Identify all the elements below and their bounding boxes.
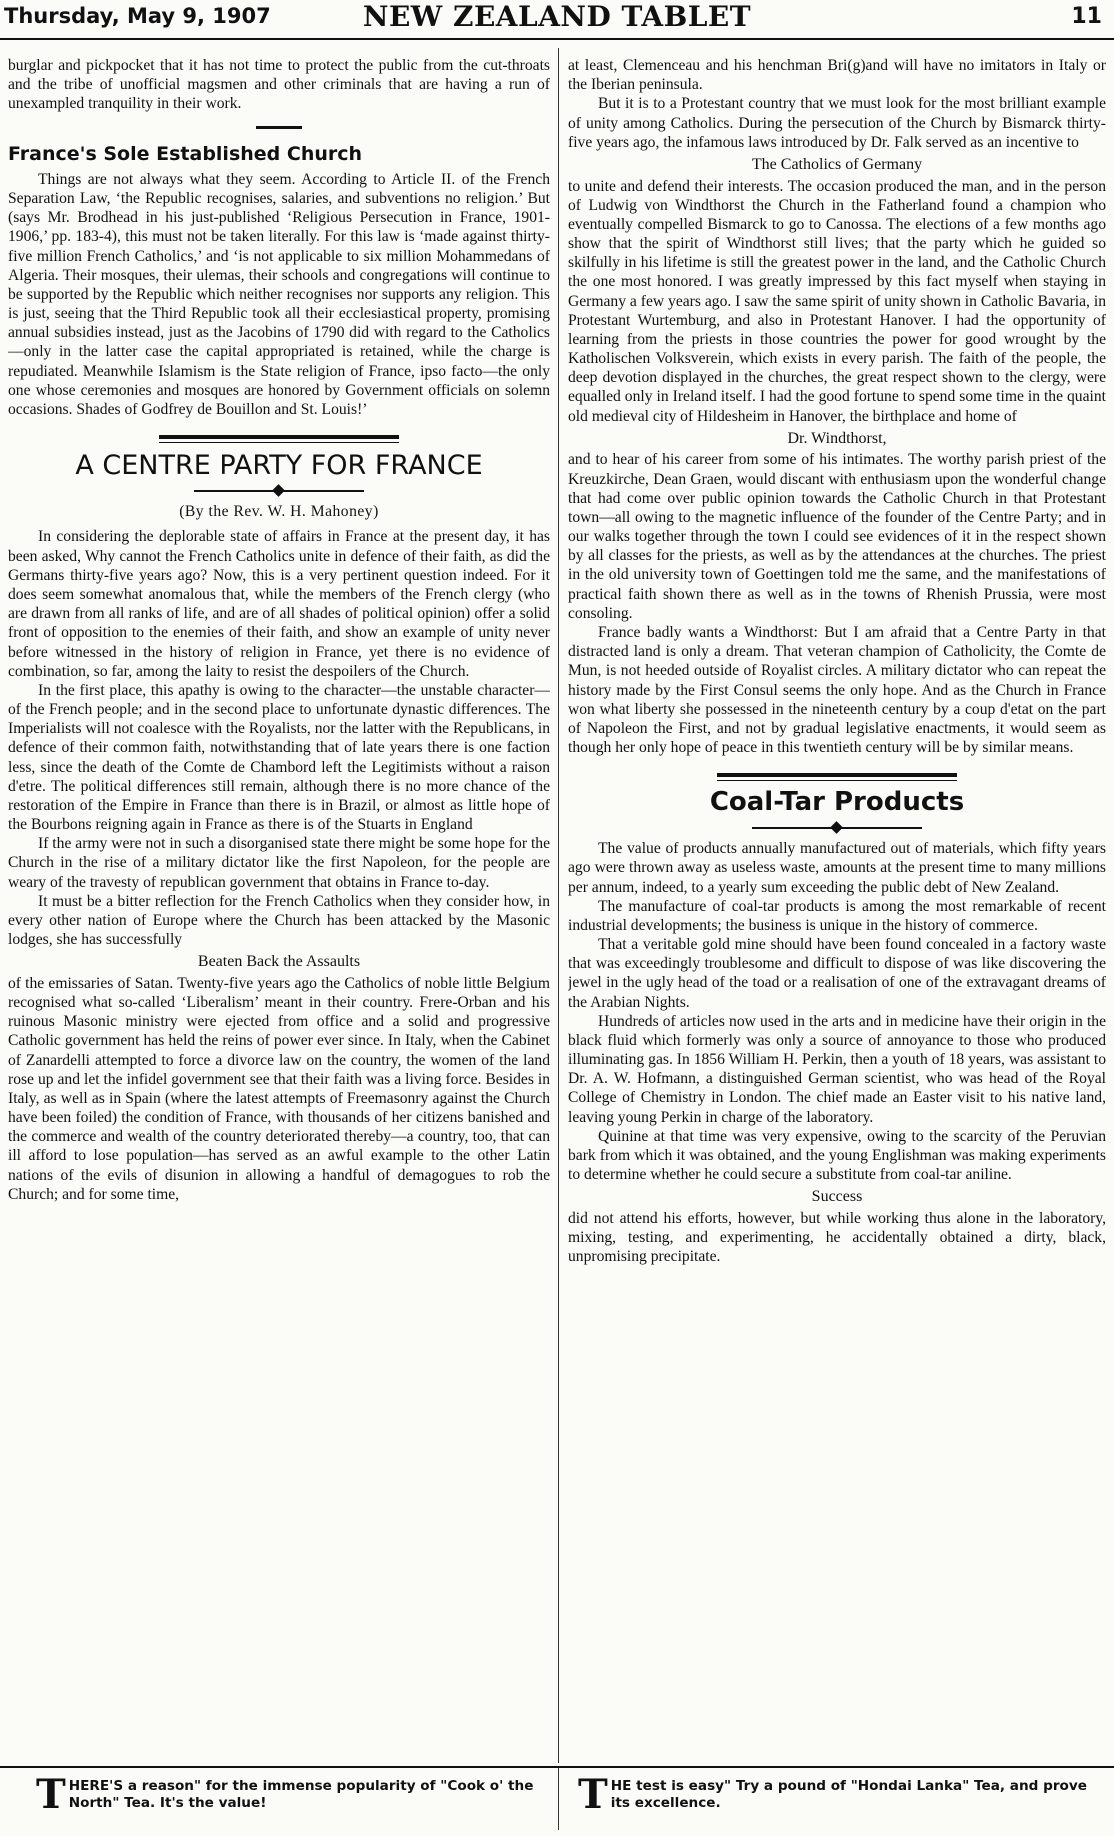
article-byline: (By the Rev. W. H. Mahoney) [179, 503, 379, 521]
hondai-lanka-advert [572, 1771, 1092, 1818]
ad-dropcap: T [578, 1771, 608, 1818]
centre-paragraph-4: It must be a bitter reflection for the French Catholics when they consider how, in every other nation of Europe where the Church has been attacked by the Masonic lodges, she has successfully [8, 892, 550, 949]
double-rule [717, 773, 957, 781]
double-rule [159, 435, 399, 443]
france-church-paragraph: Things are not always what they seem. According to Article II. of the French Separation Law, ‘the Republic recognises, salaries, and subventions no religion.’ But (says Mr. Brodhead in his just-published ‘Religious Persecution in France, 1901-1906,’ pp. 183-4), this must not be taken literally. For this law is ‘made against thirty-five million French Catholics,’ and ‘is not applicable to six million Mohammedans of Algeria. Their mosques, their ulemas, their schools and congregations will continue to be supported by the Republic which neither recognises nor supports any religion. This is just, seeing that the Third Republic took all their ecclesiastical property, promising annual subsidies instead, just as the Jacobins of 1790 did with regard to the Catholics—only in the latter case the capital appropriated is retained, while the charge is repudiated. Meanwhile Islamism is the State religion of France, ipso facto—the only one whose ceremonies and mosques are honored by Government officials on solemn occasions. Shades of Godfrey de Bouillon and St. Louis!’ [8, 170, 550, 418]
success-subhead: Success [811, 1188, 863, 1206]
section-rule [256, 126, 302, 129]
masthead [0, 0, 1114, 40]
france-church-heading: France's Sole Established Church [8, 142, 363, 165]
right-column [568, 56, 1106, 1756]
left-column [8, 56, 550, 1756]
beaten-back-paragraph: of the emissaries of Satan. Twenty-five years ago the Catholics of noble little Belgium recognised what so-called ‘Liberalism’ meant in their country. Frere-Orban and his ruinous Masonic ministry were ejected from office and a solid and progressive Catholic government has held the reins of power ever since. In Italy, when the Cabinet of Zanardelli attempted to force a divorce law on the country, the women of the land rose up and let the infidel government see that their faith was a living force. Besides in Italy, as well as in Spain (where the latest attempts of Freemasonry against the Church have been foiled) the condition of France, with thousands of her citizens banished and the commerce and wealth of the country deteriorated thereby—a country, too, that can ill afford to lose population—has served as an awful example to the other Latin nations of the evils of disunion in allowing a handful of demagogues to rob the Church; and for some time, [8, 974, 550, 1203]
coal-tar-paragraph-1: The value of products annually manufactured out of materials, which fifty years ago were thrown away as useless waste, amounts at the present time to many millions per annum, indeed, to a yearly sum exceeding the public debt of New Zealand. [568, 840, 1106, 896]
windthorst-subhead: Dr. Windthorst, [787, 429, 887, 447]
coal-tar-paragraph-4: Hundreds of articles now used in the arts and in medicine have their origin in the black fluid which formerly was only a source of annoyance to those who produced illuminating gas. In 1856 William H. Perkin, then a youth of 18 years, was assistant to Dr. A. W. Hofmann, a distinguished German scientist, who was head of the Royal College of Chemistry in London. The chief made an Easter visit to his native land, leaving young Perkin in charge of the laboratory. [568, 1012, 1106, 1126]
centre-party-heading: A CENTRE PARTY FOR FRANCE [75, 450, 483, 482]
column-divider [558, 48, 559, 1763]
protestant-paragraph: But it is to a Protestant country that we must look for the most brilliant example of unity among Catholics. During the persecution of the Church by Bismarck thirty-five years ago, the infamous laws introduced by Dr. Falk served as an incentive to [568, 95, 1106, 151]
beaten-back-subhead: Beaten Back the Assaults [197, 953, 361, 971]
continuation-paragraph: at least, Clemenceau and his henchman Bri(g)and will have no imitators in Italy or the Iberian peninsula. [568, 57, 1106, 94]
issue-date: Thursday, May 9, 1907 [4, 4, 271, 28]
diamond-rule [752, 823, 922, 833]
ad-dropcap: T [36, 1771, 66, 1818]
france-wants-paragraph: France badly wants a Windthorst: But I am afraid that a Centre Party in that distracted land is only a dream. That veteran champion of Catholicity, the Comte de Mun, is not heeded outside of Royalist circles. A military dictator who can repeat the history made by the First Consul seems the only hope. And as the Church in France won what liberty she possessed in the nineteenth century by a coup d'etat on the part of Napoleon the First, and not by gradual legislative enactments, it would seem as though her only hope of peace in this twentieth century will be by similar means. [568, 623, 1106, 757]
success-paragraph: did not attend his efforts, however, but while working thus alone in the laboratory, mixing, testing, and experimenting, he accidentally obtained a dirty, black, unpromising precipitate. [568, 1209, 1106, 1266]
page-number: 11 [1071, 4, 1102, 29]
centre-paragraph-1: In considering the deplorable state of affairs in France at the present day, it has been asked, Why cannot the French Catholics unite in defence of their faith, as did the Germans thirty-five years ago? Now, this is a very pertinent question indeed. For it does seem somewhat anomalous that, while the members of the French clergy (who are drawn from all ranks of life, and are of all shades of political opinion) offer a solid front of opposition to the enemies of their faith, and show an example of unity never before witnessed in the history of religion in France, yet there is no evidence of combination, so far, among the laity to resist the despoilers of the Church. [8, 528, 550, 680]
catholics-germany-subhead: The Catholics of Germany [751, 155, 923, 173]
coal-tar-paragraph-2: The manufacture of coal-tar products is among the most remarkable of recent industrial developments; the business is unique in the history of commerce. [568, 897, 1106, 934]
footer-divider [558, 1768, 559, 1830]
windthorst-paragraph: and to hear of his career from some of his intimates. The worthy parish priest of the Kreuzkirche, Dean Graen, would discant with enthusiasm upon the wonderful change that had come over public opinion towards the Catholic Church in that Protestant town—all owing to the magnetic influence of the founder of the Centre Party; and in our walks together through the town I could see evidences of it in the respect shown by all classes for the priests, as well as by the attendances at the churches. The priest in the old university town of Goettingen told me the same, and the manifestations of practical faith shown there as well as in the towns of Rhenish Prussia, were most consoling. [568, 451, 1106, 622]
footer-ads [0, 1766, 1114, 1836]
catholics-germany-paragraph: to unite and defend their interests. The occasion produced the man, and in the person of Ludwig von Windthorst the Church in the Fatherland found a champion who eventually compelled Bismarck to go to Canossa. The elections of a few months ago show that the spirit of Windthorst still lives; that the party which he guided so skilfully in his lifetime is still the greatest power in the land, and the Catholic Church the one most honored. I was greatly impressed by this fact myself when staying in Germany a few years ago. I saw the same spirit of unity shown in Catholic Bavaria, in Protestant Wurtemburg, and also in Protestant Hanover. I had the opportunity of learning from the priests in those countries the power for good wrought by the Katholischen Volksverein, which exists in every parish. The faith of the people, the deep devotion displayed in the churches, the great respect shown to the clergy, were equalled only in Ireland itself. I had the good fortune to spend some time in the quaint old medieval city of Hildesheim in Hanover, the birthplace and home of [568, 177, 1106, 425]
coal-tar-paragraph-5: Quinine at that time was very expensive, owing to the scarcity of the Peruvian bark from which it was obtained, and the young Englishman was making experiments to determine whether he could secure a substitute from coal-tar aniline. [568, 1127, 1106, 1184]
centre-paragraph-2: In the first place, this apathy is owing to the character—the unstable character—of the French people; and in the second place to unfortunate dynastic differences. The Imperialists will not coalesce with the Royalists, nor the latter with the Republicans, in defence of their common faith, notwithstanding that of late years there is one faction less, since the death of the Comte de Chambord left the Legitimists without a raison d'etre. The political differences still remain, although there is no more chance of the restoration of the Empire in France than there is in Brazil, or almost as little hope of the Bourbons reigning again in France as there is of the Stuarts in England [8, 681, 550, 834]
cook-tea-advert [30, 1771, 550, 1818]
centre-paragraph-3: If the army were not in such a disorganised state there might be some hope for the Church in the rise of a military dictator like the first Napoleon, for the people are weary of the travesty of republican government that obtains in France to-day. [8, 835, 550, 891]
coal-tar-heading: Coal-Tar Products [709, 787, 965, 818]
ad-text: HE test is easy" Try a pound of "Hondai Lanka" Tea, and prove its excellence. [610, 1778, 1087, 1811]
coal-tar-paragraph-3: That a veritable gold mine should have been found concealed in a factory waste that was exceedingly troublesome and difficult to dispose of was like discovering the jewel in the ugly head of the toad or a realisation of one of the extravagant dreams of the Arabian Nights. [568, 936, 1106, 1011]
intro-paragraph: burglar and pickpocket that it has not time to protect the public from the cut-throats and the tribe of unofficial magsmen and other criminals that are having a run of unexampled tranquility in their work. [8, 57, 550, 113]
ad-text: HERE'S a reason" for the immense popularity of "Cook o' the North" Tea. It's the value! [68, 1778, 534, 1811]
diamond-rule [194, 486, 364, 496]
newspaper-title: NEW ZEALAND TABLET [362, 0, 752, 33]
